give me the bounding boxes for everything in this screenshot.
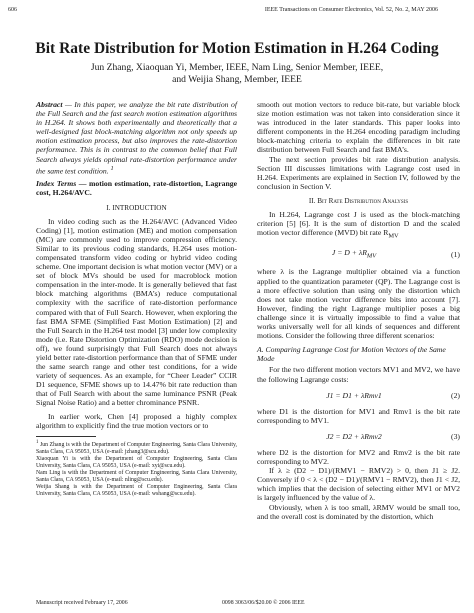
- authors-line-2: and Weijia Shang, Member, IEEE: [172, 74, 302, 85]
- subsection-a-heading: A. Comparing Lagrange Cost for Motion Vectors of the Same Mode: [257, 345, 446, 364]
- copyright-line: 0098 3063/06/$20.00 © 2006 IEEE: [222, 600, 305, 606]
- abstract-label: Abstract: [36, 100, 63, 109]
- footnote-rule: [36, 436, 96, 437]
- footnote-3: Nam Ling is with the Department of Computer Engineering, Santa Clara University, Santa Clara, CA 95053, USA (e-mail: nling@scu.edu).: [36, 469, 237, 483]
- right-column: [257, 100, 460, 521]
- journal-header: IEEE Transactions on Consumer Electronics, Vol. 52, No. 2, MAY 2006: [264, 7, 438, 13]
- intro-paragraph-1: In video coding such as the H.264/AVC (Advanced Video Coding) [1], motion estimation (ME) and motion compensation (MC) are commonly used to improve compression efficiency. Similar to its previous coding standards, H.264 uses motion-compensated transform video coding or hybrid video coding scheme. One important decision is what motion vector (MV) or a set of block MVs should be used for macroblock motion compensation in the inter-mode. It is generally believed that fast block matching algorithms (BMA’s) reduce computational complexity with the sacrifice of rate-distortion performance compared with that of Full Search. However, when exploring the fast BMA SFME (Simplified Fast Motion Estimation) [2] and the Full Search in the H.264 test model [3] under low complexity mode (i.e. Rate Distortion Optimization (RDO) mode decision is off), we found surprisingly that Full Search does not always yield better rate-distortion performance than that of SFME under the same search range and other test conditions, for a wide variety of sequences. As an example, for “Cheer Leader” CCIR D1 sequence, SFME shows up to 14.47% bit rate reduction than that of Full Search with about the same luminance PSNR (Peak Signal Noise Ratio) and a better chrominance PSNR.: [36, 216, 237, 408]
- index-terms-text: — motion estimation, rate-distortion, Lagrange cost, H.264/AVC.: [36, 179, 237, 198]
- right-paragraph-7: where D2 is the distortion for MV2 and Rmv2 is the bit rate corresponding to MV2.: [257, 447, 460, 467]
- right-paragraph-6: where D1 is the distortion for MV1 and Rmv1 is the bit rate corresponding to MV1.: [257, 406, 460, 425]
- abstract: [36, 100, 237, 175]
- left-column: [36, 100, 237, 498]
- right-paragraph-1: smooth out motion vectors to reduce bit-rate, but variable block size motion estimation was not taken into consideration since it was introduced in the later standards. This paper looks into different components in the H.264 encoding paradigm including block-matching criteria to explain the differences in bit rate distribution between Full Search and fast BMA’s.: [257, 100, 460, 155]
- intro-paragraph-2: In earlier work, Chen [4] proposed a highly complex algorithm to explicitly find the true motion vectors or to: [36, 411, 237, 430]
- right-paragraph-2: The next section provides bit rate distribution analysis. Section III discusses limitations with Lagrange cost used in H.264. Experiments are explained in Section IV, followed by the conclusion in Section V.: [257, 154, 460, 191]
- right-paragraph-5: For the two different motion vectors MV1 and MV2, we have the following Lagrange costs:: [257, 365, 460, 384]
- authors-line-1: Jun Zhang, Xiaoquan Yi, Member, IEEE, Nam Ling, Senior Member, IEEE,: [90, 62, 384, 73]
- section-2-heading: II. Bit Rate Distribution Analysis: [308, 196, 409, 205]
- manuscript-received: Manuscript received February 17, 2006: [36, 600, 128, 606]
- equation-3: J2 = D2 + λRmv2 (3): [326, 431, 460, 441]
- abstract-text: — In this paper, we analyze the bit rate distribution of the Full Search and the fast search motion estimation algorithms in H.264. It shows both experimentally and theoretically that a well-designed fast block-matching algorithm not only speeds up motion estimation process, but also improves the rate-distortion performance. This is in contrast to the common belief that Full Search always yields optimal rate-distortion performance under the same test condition.: [36, 100, 237, 176]
- paper-title: Bit Rate Distribution for Motion Estimation in H.264 Coding: [35, 40, 439, 57]
- footnote-2: Xiaoquan Yi is with the Department of Computer Engineering, Santa Clara University, Santa Clara, CA 95053, USA (e-mail: xyi@scu.edu).: [36, 455, 237, 469]
- equation-3-number: (3): [451, 431, 460, 441]
- page-number: 606: [8, 7, 17, 13]
- footnote-marker: 1: [36, 439, 39, 445]
- footnote-1: $^1$ Jun Zhang is with the Department of Computer Engineering, Santa Clara University, Santa Clara, CA 95053, USA (e-mail: jzhang3@scu.edu).: [36, 439, 237, 455]
- right-paragraph-9: Obviously, when λ is too small, λRMV would be small too, and the overall cost is dominated by the distortion, which: [257, 502, 460, 521]
- right-paragraph-4: where λ is the Lagrange multiplier obtained via a function applied to the quantization parameter (QP). The Lagrange cost is a more effective solution than using only the distortion which does not take motion vector difference bits into account [7]. However, finding the right Lagrange multiplier poses a big challenge since it is virtually impossible to find a value that works universally well for all kinds of sequences and different motions. Consider the following three different scenarios:: [257, 267, 460, 341]
- footnote-4: Weijia Shang is with the Department of Computer Engineering, Santa Clara University, Santa Clara, CA 95053, USA (e-mail: wshang@scu.edu).: [36, 483, 237, 497]
- right-paragraph-8: If λ ≥ (D2 − D1)/(RMV1 − RMV2) > 0, then J1 ≥ J2. Conversely if 0 < λ < (D2 − D1)/(RMV1 − RMV2), then J1 < J2, which implies that the decision of selecting either MV1 or MV2 is largely influenced by the value of λ.: [257, 466, 460, 503]
- abstract-footnote-marker: 1: [110, 164, 114, 172]
- right-paragraph-3: In H.264, Lagrange cost J is used as the block-matching criterion [5] [6]. It is the sum of distortion D and the scaled motion vector difference (MVD) bit rate $R_{MV}$: [257, 210, 460, 240]
- equation-1: $J = D + \lambda R_{MV}$ (1): [331, 247, 460, 260]
- index-terms-label: Index Terms: [36, 179, 77, 189]
- index-terms: [36, 179, 237, 197]
- section-intro-heading: I. INTRODUCTION: [106, 203, 167, 212]
- equation-2-number: (2): [451, 390, 460, 400]
- equation-1-number: (1): [451, 249, 460, 259]
- equation-2: J1 = D1 + λRmv1 (2): [326, 390, 460, 400]
